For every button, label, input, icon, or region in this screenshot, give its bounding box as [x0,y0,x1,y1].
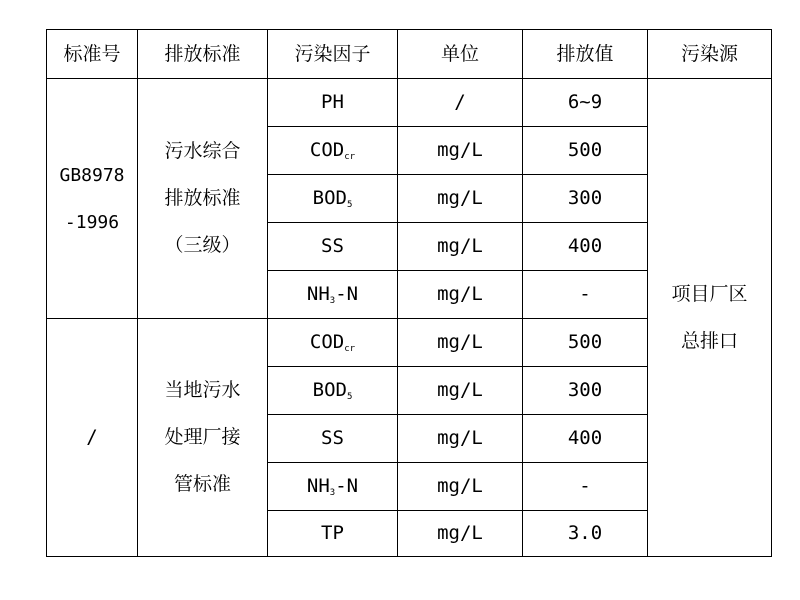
standard-name-line: 管标准 [173,473,231,495]
source-line: 总排口 [680,329,738,352]
limit-cell: 400 [523,415,648,463]
pollutant-name: COD [309,331,345,353]
standard-name-cell [138,319,268,557]
pollutant-subscript: 5 [346,392,353,402]
unit-cell: mg/L [398,367,523,415]
pollutant-name: BOD [312,379,347,401]
pollutant-name: NH [306,283,330,305]
header-standard-no: 标准号 [47,30,138,79]
pollutant-subscript: cr [344,344,356,354]
pollutant-cell [268,319,398,367]
limit-cell: 300 [523,367,648,415]
standard-no-cell: / [47,319,138,557]
pollutant-name: PH [321,91,344,113]
limit-cell: 500 [523,319,648,367]
pollutant-cell [268,271,398,319]
unit-cell: mg/L [398,223,523,271]
pollutant-cell [268,415,398,463]
standard-name-cell [138,79,268,319]
pollutant-cell [268,79,398,127]
pollutant-suffix: -N [335,283,359,305]
pollutant-name: BOD [312,187,347,209]
limit-cell: 300 [523,175,648,223]
pollutant-subscript: 3 [329,488,336,498]
standard-name-line: 排放标准 [164,187,241,209]
standard-name-line: 处理厂接 [164,426,241,448]
header-unit: 单位 [398,30,523,79]
unit-cell: mg/L [398,319,523,367]
pollutant-cell [268,223,398,271]
limit-cell: 6~9 [523,79,648,127]
pollutant-cell [268,367,398,415]
standard-name-line: 污水综合 [164,140,241,162]
unit-cell: mg/L [398,127,523,175]
unit-cell: mg/L [398,415,523,463]
standard-name-line: 当地污水 [164,379,241,401]
header-emission-standard: 排放标准 [138,30,268,79]
standard-no-line: GB8978 [59,164,125,186]
pollutant-subscript: 3 [329,296,336,306]
standard-name-line: （三级） [164,234,241,256]
unit-cell: mg/L [398,511,523,557]
table-row [47,79,772,127]
pollutant-suffix: -N [335,475,359,497]
pollutant-name: COD [309,139,345,161]
pollutant-name: SS [321,235,344,257]
pollutant-cell [268,511,398,557]
pollutant-name: SS [321,427,344,449]
pollutant-cell [268,463,398,511]
pollutant-subscript: 5 [346,200,353,210]
pollutant-cell [268,175,398,223]
pollutant-name: NH [306,475,330,497]
limit-cell: - [523,463,648,511]
pollutant-name: TP [321,522,344,544]
unit-cell: / [398,79,523,127]
standard-no-line: -1996 [64,211,120,233]
source-cell [648,79,772,557]
header-pollutant: 污染因子 [268,30,398,79]
unit-cell: mg/L [398,463,523,511]
unit-cell: mg/L [398,271,523,319]
pollutant-subscript: cr [344,152,356,162]
limit-cell: 400 [523,223,648,271]
header-source: 污染源 [648,30,772,79]
emission-standards-table [46,29,772,557]
header-limit: 排放值 [523,30,648,79]
pollutant-cell [268,127,398,175]
limit-cell: 3.0 [523,511,648,557]
standard-no-cell [47,79,138,319]
header-row [47,30,772,79]
limit-cell: 500 [523,127,648,175]
source-line: 项目厂区 [671,282,748,305]
limit-cell: - [523,271,648,319]
unit-cell: mg/L [398,175,523,223]
